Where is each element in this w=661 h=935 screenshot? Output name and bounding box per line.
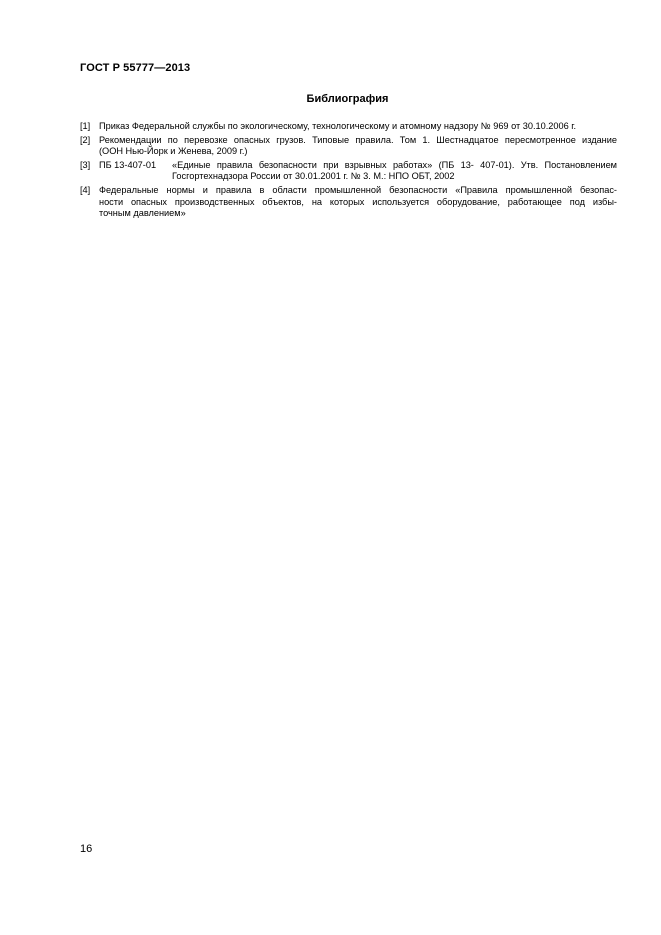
entry-number: [2] <box>80 134 91 145</box>
entry-text <box>99 121 617 132</box>
entry-line: Госгортехнадзора России от 30.01.2001 г. № 3. М.: НПО ОБТ, 2002 <box>172 171 455 182</box>
entry-line: (ООН Нью-Йорк и Женева, 2009 г.) <box>99 146 248 157</box>
document-code: ГОСТ Р 55777—2013 <box>80 62 191 74</box>
entry-line: Рекомендации по перевозке опасных грузов. Типовые правила. Том 1. Шестнадцатое пересмотренное издание <box>99 134 617 145</box>
bibliography-entry <box>80 160 617 183</box>
entry-code: ПБ 13-407-01 <box>99 160 157 170</box>
entry-number: [3] <box>80 160 91 170</box>
entry-line: точным давлением» <box>99 208 186 219</box>
entry-line: Федеральные нормы и правила в области промышленной безопасности «Правила промышленной безопас- <box>99 185 617 196</box>
bibliography-entry <box>80 185 617 219</box>
bibliography-entry <box>80 135 617 158</box>
bibliography-list <box>80 121 617 222</box>
entry-line: «Единые правила безопасности при взрывных работах» (ПБ 13- 407-01). Утв. Постановлением <box>172 160 617 170</box>
section-title: Библиография <box>306 93 389 105</box>
entry-text <box>99 135 617 158</box>
entry-text <box>99 160 617 183</box>
entry-number: [1] <box>80 121 91 131</box>
entry-text <box>99 185 617 219</box>
entry-line: ности опасных производственных объектов, на которых используется оборудование, работающее под избы- <box>99 196 617 207</box>
bibliography-entry <box>80 121 617 132</box>
entry-reference <box>172 160 617 183</box>
page-number: 16 <box>80 843 93 855</box>
entry-number: [4] <box>80 185 91 196</box>
entry-line: Приказ Федеральной службы по экологическому, технологическому и атомному надзору № 969 от 30.10.2006 г. <box>99 121 577 131</box>
